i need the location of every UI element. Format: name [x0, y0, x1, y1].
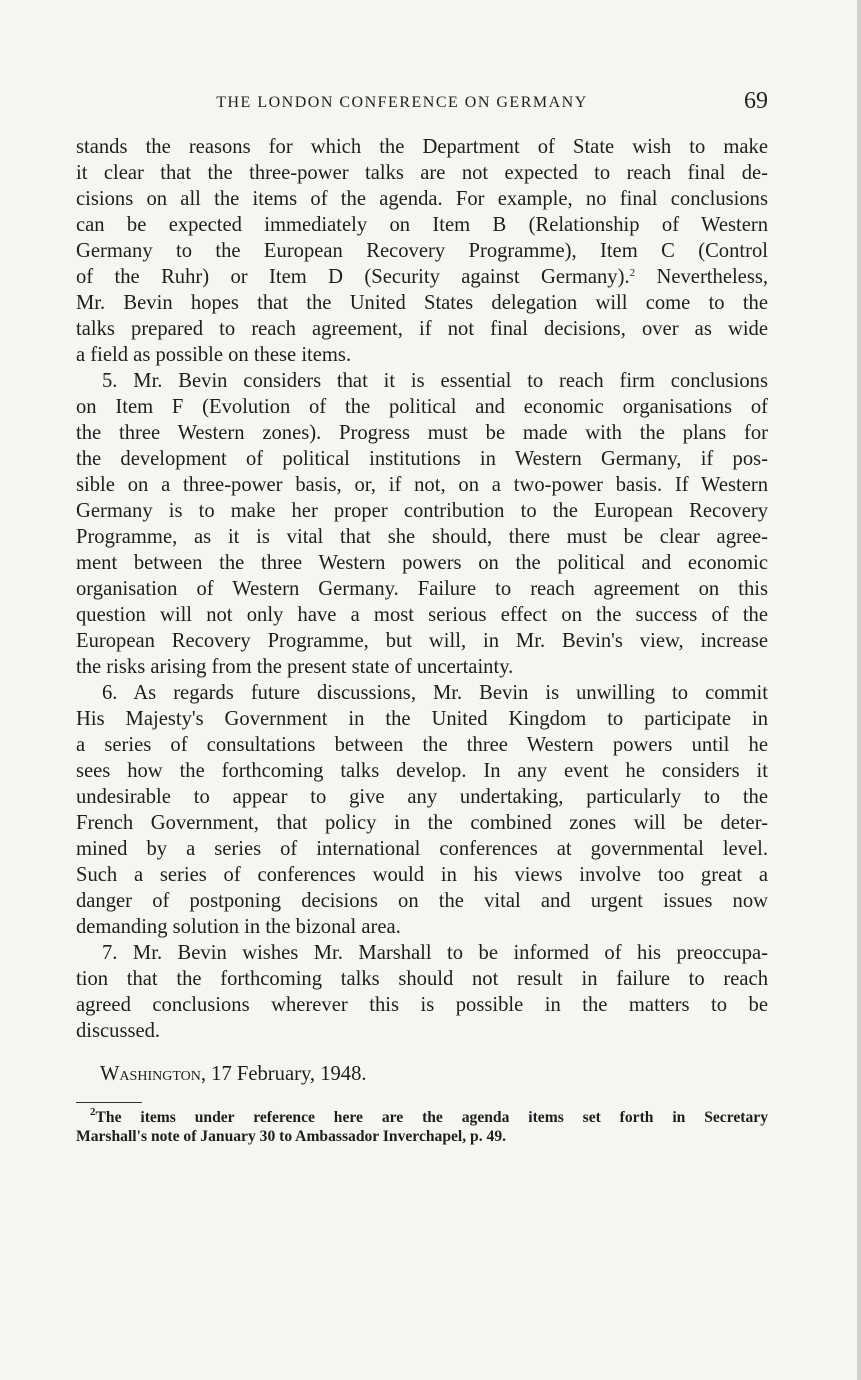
footnote-line: Marshall's note of January 30 to Ambassador Inverchapel, p. 49.	[76, 1128, 507, 1145]
text-line: undesirable to appear to give any undertaking, particularly to the	[76, 786, 768, 808]
paragraph-5-start: 5. Mr. Bevin considers that it is essential to reach firm conclusions	[102, 370, 768, 392]
text-line: French Government, that policy in the combined zones will be deter-	[76, 812, 768, 834]
running-head	[76, 88, 768, 118]
footnote-rule	[76, 1102, 142, 1103]
signature-line	[100, 1061, 367, 1087]
text-line: mined by a series of international conferences at governmental level.	[76, 838, 768, 860]
text-line: question will not only have a most serious effect on the success of the	[76, 604, 768, 626]
text-line-part: Nevertheless,	[635, 266, 768, 288]
text-line: Germany is to make her proper contribution to the European Recovery	[76, 500, 768, 522]
body-text	[76, 134, 768, 1044]
text-line: the development of political institutions in Western Germany, if pos-	[76, 448, 768, 470]
page-number: 69	[744, 88, 768, 114]
text-line: ment between the three Western powers on the political and economic	[76, 552, 768, 574]
text-line: the three Western zones). Progress must be made with the plans for	[76, 422, 768, 444]
text-line-part: of the Ruhr) or Item D (Security against Germany).	[76, 266, 630, 288]
text-line: organisation of Western Germany. Failure to reach agreement on this	[76, 578, 768, 600]
text-line: it clear that the three-power talks are not expected to reach final de-	[76, 162, 768, 184]
text-line: Programme, as it is vital that she should, there must be clear agree-	[76, 526, 768, 548]
footnote-reference: 2	[629, 267, 636, 279]
text-line: the risks arising from the present state of uncertainty.	[76, 656, 514, 678]
text-line: Such a series of conferences would in his views involve too great a	[76, 864, 768, 886]
text-line: demanding solution in the bizonal area.	[76, 916, 401, 938]
text-line: discussed.	[76, 1020, 161, 1042]
text-line: danger of postponing decisions on the vital and urgent issues now	[76, 890, 768, 912]
page-edge	[857, 0, 861, 1380]
signature-place: Washington	[100, 1063, 201, 1085]
text-line: sees how the forthcoming talks develop. In any event he considers it	[76, 760, 768, 782]
running-title: THE LONDON CONFERENCE ON GERMANY	[216, 94, 588, 111]
text-line: on Item F (Evolution of the political and economic organisations of	[76, 396, 768, 418]
text-line: Mr. Bevin hopes that the United States delegation will come to the	[76, 292, 768, 314]
text-line: European Recovery Programme, but will, in Mr. Bevin's view, increase	[76, 630, 768, 652]
text-line: a field as possible on these items.	[76, 344, 352, 366]
paragraph-6-start: 6. As regards future discussions, Mr. Bevin is unwilling to commit	[102, 682, 768, 704]
text-line: sible on a three-power basis, or, if not, on a two-power basis. If Western	[76, 474, 768, 496]
text-line: His Majesty's Government in the United Kingdom to participate in	[76, 708, 768, 730]
text-line: can be expected immediately on Item B (Relationship of Western	[76, 214, 768, 236]
footnote-text: The items under reference here are the agenda items set forth in Secretary	[95, 1109, 768, 1126]
text-line-with-footnote-ref	[76, 264, 768, 290]
footnote	[76, 1108, 768, 1146]
text-line: stands the reasons for which the Department of State wish to make	[76, 136, 768, 158]
footnote-line	[76, 1108, 768, 1127]
text-line: a series of consultations between the three Western powers until he	[76, 734, 768, 756]
paragraph-7-start: 7. Mr. Bevin wishes Mr. Marshall to be informed of his preoccupa-	[102, 942, 768, 964]
text-line: Germany to the European Recovery Programme), Item C (Control	[76, 240, 768, 262]
footnote-marker: 2	[90, 1106, 96, 1118]
text-line: tion that the forthcoming talks should not result in failure to reach	[76, 968, 768, 990]
signature-date: , 17 February, 1948.	[200, 1063, 367, 1085]
text-line: talks prepared to reach agreement, if not final decisions, over as wide	[76, 318, 768, 340]
text-line: agreed conclusions wherever this is possible in the matters to be	[76, 994, 768, 1016]
text-line: cisions on all the items of the agenda. For example, no final conclusions	[76, 188, 768, 210]
